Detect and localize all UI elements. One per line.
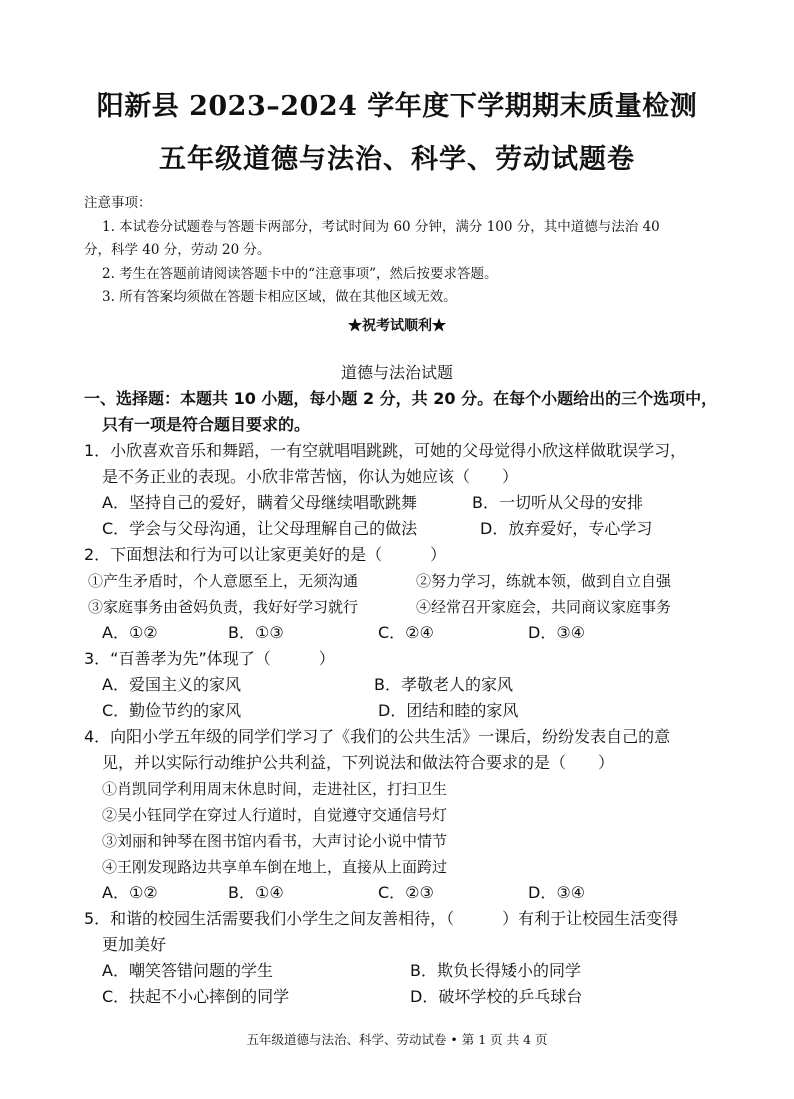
- q3-stem: 3．“百善孝为先”体现了（ ）: [84, 649, 335, 668]
- q2-option-c: C．②④: [378, 623, 434, 642]
- q5-option-a: A．嘲笑答错问题的学生: [102, 961, 273, 980]
- q2-option-d: D．③④: [528, 623, 586, 642]
- q4-options: [84, 880, 724, 906]
- notice-item-2: 2. 考生在答题前请阅读答题卡中的“注意事项”，然后按要求答题。: [102, 265, 498, 282]
- q1-stem-line2: 是不务正业的表现。小欣非常苦恼，你认为她应该（ ）: [102, 467, 519, 486]
- part-instructions-line1: 一、选择题：本题共 10 小题，每小题 2 分，共 20 分。在每个小题给出的三个选项中，: [84, 389, 718, 408]
- q2-statement-2: ②努力学习，练就本领，做到自立自强: [416, 572, 672, 590]
- q4-option-d: D．③④: [528, 883, 586, 902]
- q1-option-c: C．学会与父母沟通，让父母理解自己的做法: [102, 519, 418, 538]
- q3-option-d: D．团结和睦的家风: [378, 701, 519, 720]
- good-luck-text: ★祝考试顺利★: [348, 318, 446, 334]
- section-title: 道德与法治试题: [340, 363, 453, 382]
- notice-item-1-continued: 分，科学 40 分，劳动 20 分。: [84, 242, 271, 258]
- q5-option-b: B．欺负长得矮小的同学: [410, 961, 581, 980]
- q4-option-c: C．②③: [378, 883, 434, 902]
- q1-option-d: D．放弃爱好，专心学习: [480, 519, 653, 538]
- q5-options-row1: [84, 958, 724, 984]
- q3-options-row2: [84, 698, 724, 724]
- q4-statement-1: ①肖凯同学利用周末休息时间，走进社区，打扫卫生: [102, 780, 448, 798]
- q2-statements-row2: [84, 594, 724, 620]
- part-instructions-line2: 只有一项是符合题目要求的。: [102, 415, 311, 434]
- q1-options-row2: [84, 516, 724, 542]
- q2-option-b: B．①③: [228, 623, 284, 642]
- q4-statement-4: ④王刚发现路边共享单车倒在地上，直接从上面跨过: [102, 858, 448, 876]
- exam-title-line2: 五年级道德与法治、科学、劳动试题卷: [159, 144, 635, 175]
- q1-option-a: A．坚持自己的爱好，瞒着父母继续唱歌跳舞: [102, 493, 417, 512]
- q1-options-row1: [84, 490, 724, 516]
- q2-statement-4: ④经常召开家庭会，共同商议家庭事务: [416, 598, 672, 616]
- q4-statement-2: ②吴小钰同学在穿过人行道时，自觉遵守交通信号灯: [102, 806, 448, 824]
- q5-stem-line2: 更加美好: [102, 935, 167, 954]
- q2-statement-3: ③家庭事务由爸妈负责，我好好学习就行: [88, 598, 359, 616]
- q5-option-c: C．扶起不小心摔倒的同学: [102, 987, 290, 1006]
- q2-statements-row1: [84, 568, 724, 594]
- q3-option-b: B．孝敬老人的家风: [374, 675, 513, 694]
- q4-option-b: B．①④: [228, 883, 284, 902]
- notice-block: [84, 192, 724, 310]
- notice-item-3: 3. 所有答案均须做在答题卡相应区域，做在其他区域无效。: [102, 289, 457, 305]
- q3-options-row1: [84, 672, 724, 698]
- notice-heading: 注意事项：: [84, 195, 152, 211]
- q1-stem-line1: 1．小欣喜欢音乐和舞蹈，一有空就唱唱跳跳，可她的父母觉得小欣这样做耽误学习，: [84, 441, 687, 460]
- q2-stem: 2．下面想法和行为可以让家更美好的是（ ）: [84, 545, 447, 564]
- q3-option-a: A．爱国主义的家风: [102, 675, 241, 694]
- q4-stem-line2: 见，并以实际行动维护公共利益，下列说法和做法符合要求的是（ ）: [102, 753, 615, 772]
- q2-option-a: A．①②: [102, 623, 158, 642]
- notice-item-1: 1. 本试卷分试题卷与答题卡两部分，考试时间为 60 分钟，满分 100 分，其中道德与法治 40: [102, 218, 660, 235]
- q5-options-row2: [84, 984, 724, 1010]
- q2-options: [84, 620, 724, 646]
- questions-body: [84, 386, 724, 1010]
- q5-stem-line1: 5．和谐的校园生活需要我们小学生之间友善相待，（ ）有利于让校园生活变得: [84, 909, 679, 928]
- q4-statement-3: ③刘丽和钟琴在图书馆内看书，大声讨论小说中情节: [102, 832, 448, 850]
- q4-option-a: A．①②: [102, 883, 158, 902]
- page-footer: 五年级道德与法治、科学、劳动试卷 • 第 1 页 共 4 页: [246, 1032, 548, 1047]
- q4-stem-line1: 4．向阳小学五年级的同学们学习了《我们的公共生活》一课后，纷纷发表自己的意: [84, 727, 671, 746]
- q5-option-d: D．破坏学校的乒乓球台: [410, 987, 583, 1006]
- q2-statement-1: ①产生矛盾时，个人意愿至上，无须沟通: [88, 572, 359, 590]
- q1-option-b: B．一切听从父母的安排: [472, 493, 643, 512]
- exam-title-line1: 阳新县 2023–2024 学年度下学期期末质量检测: [96, 91, 698, 122]
- q3-option-c: C．勤俭节约的家风: [102, 701, 242, 720]
